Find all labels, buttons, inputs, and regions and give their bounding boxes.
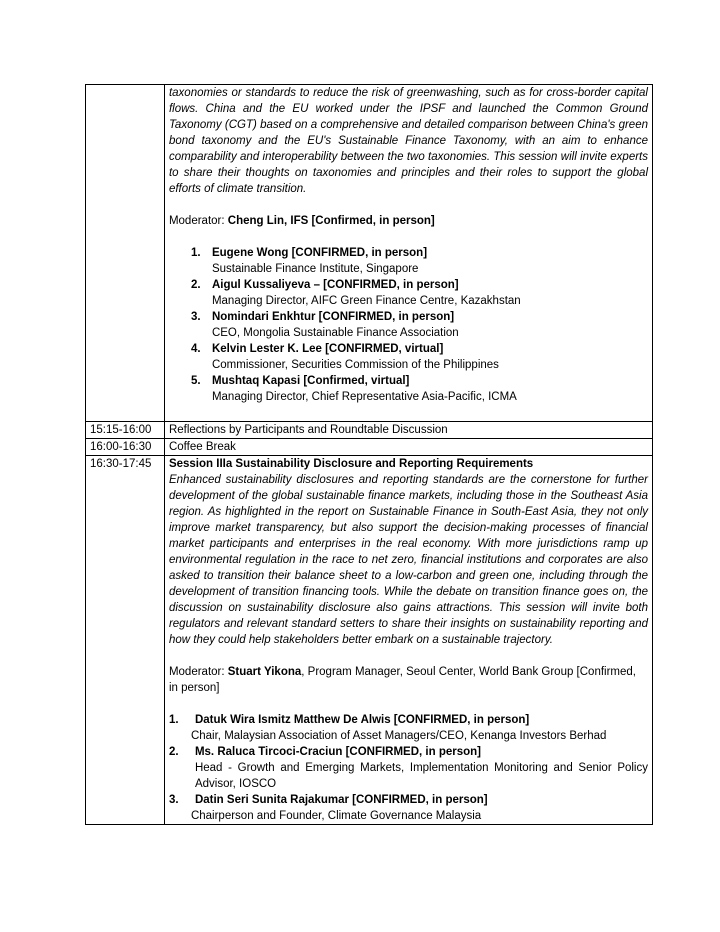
speaker-name: Mushtaq Kapasi [Confirmed, virtual] — [211, 375, 410, 387]
session-ii-moderator — [169, 213, 648, 229]
speaker-role: Commissioner, Securities Commission of the Philippines — [211, 359, 499, 371]
speaker-number: 1. — [168, 714, 179, 726]
speaker-role: Managing Director, AIFC Green Finance Centre, Kazakhstan — [211, 295, 521, 307]
time-cell: 16:30-17:45 — [86, 456, 165, 825]
speaker-role: Chairperson and Founder, Climate Governance Malaysia — [190, 810, 482, 822]
speaker-role: Managing Director, Chief Representative Asia-Pacific, ICMA — [211, 391, 517, 403]
speaker-number: 2. — [190, 279, 201, 291]
moderator-label: Moderator: — [168, 215, 228, 227]
speaker-item — [191, 309, 648, 341]
speaker-role: Head - Growth and Emerging Markets, Implementation Monitoring and Senior Policy Advisor, IOSCO — [194, 762, 648, 790]
speaker-number: 4. — [190, 343, 201, 355]
time-cell: 16:00-16:30 — [86, 439, 165, 456]
session-ii-content — [164, 85, 652, 422]
speaker-number: 1. — [190, 247, 201, 259]
speaker-number: 2. — [168, 746, 179, 758]
speaker-number: 3. — [168, 794, 179, 806]
coffee-break-text: Coffee Break — [164, 439, 652, 456]
speaker-name: Ms. Raluca Tircoci-Craciun [CONFIRMED, in person] — [194, 746, 482, 758]
moderator-details: , Program Manager, Seoul Center, World Bank Group [Confirmed, in person] — [168, 666, 636, 694]
speaker-item — [191, 277, 648, 309]
speaker-item — [191, 341, 648, 373]
speaker-role: CEO, Mongolia Sustainable Finance Association — [211, 327, 459, 339]
session-iiia-title: Session IIIa Sustainability Disclosure and Reporting Requirements — [168, 458, 534, 470]
speaker-number: 5. — [190, 375, 201, 387]
speaker-name: Eugene Wong [CONFIRMED, in person] — [211, 247, 428, 259]
agenda-row-session-iiia — [86, 456, 653, 825]
agenda-row-session-ii — [86, 85, 653, 422]
session-iiia-description: Enhanced sustainability disclosures and reporting standards are the cornerstone for further development of the global sustainable finance markets, including those in the Southeast Asia region. As highlighted in the report on Sustainable Finance in South-East Asia, they not only improve market transparency, but also support the decision-making processes of financial market participants and enterprises in the real economy. With more jurisdictions ramp up environmental regulation in the race to net zero, financial institutions and corporates are also asked to transition their balance sheet to a low-carbon and green one, including through the development of transition financing tools. While the debate on transition finance goes on, the discussion on sustainability disclosure also gains attractions. This session will invite both regulators and relevant standard setters to share their insights on sustainability reporting and how they could help stakeholders better embark on a sustainable trajectory. — [168, 474, 648, 646]
speaker-number: 3. — [190, 311, 201, 323]
reflections-text: Reflections by Participants and Roundtable Discussion — [164, 422, 652, 439]
session-iiia-content — [164, 456, 652, 825]
session-ii-description: taxonomies or standards to reduce the risk of greenwashing, such as for cross-border capital flows. China and the EU worked under the IPSF and launched the Common Ground Taxonomy (CGT) based on a comprehensive and detailed comparison between China's green bond taxonomy and the EU's Sustainable Finance Taxonomy, with an aim to enhance comparability and interoperability between the two taxonomies. This session will invite experts to share their thoughts on taxonomies and principles and their roles to support the global efforts of climate transition. — [168, 87, 648, 195]
moderator-name: Stuart Yikona — [227, 666, 302, 678]
moderator-label: Moderator: — [168, 666, 228, 678]
speaker-name: Datuk Wira Ismitz Matthew De Alwis [CONFIRMED, in person] — [194, 714, 530, 726]
speaker-item — [191, 373, 648, 405]
time-cell-empty — [86, 85, 165, 422]
agenda-row-coffee-break — [86, 439, 653, 456]
agenda-row-reflections — [86, 422, 653, 439]
speaker-name: Nomindari Enkhtur [CONFIRMED, in person] — [211, 311, 455, 323]
time-cell: 15:15-16:00 — [86, 422, 165, 439]
speaker-role: Chair, Malaysian Association of Asset Managers/CEO, Kenanga Investors Berhad — [190, 730, 607, 742]
speaker-name: Datin Seri Sunita Rajakumar [CONFIRMED, in person] — [194, 794, 488, 806]
speaker-name: Kelvin Lester K. Lee [CONFIRMED, virtual] — [211, 343, 444, 355]
moderator-name: Cheng Lin, IFS [Confirmed, in person] — [227, 215, 435, 227]
speaker-item — [169, 744, 648, 792]
session-iiia-speaker-list — [169, 712, 648, 824]
speaker-item — [169, 712, 648, 744]
session-ii-speaker-list — [169, 245, 648, 405]
speaker-role: Sustainable Finance Institute, Singapore — [211, 263, 419, 275]
speaker-item — [169, 792, 648, 824]
session-iiia-moderator — [169, 664, 648, 696]
speaker-item — [191, 245, 648, 277]
agenda-table — [85, 84, 653, 825]
speaker-name: Aigul Kussaliyeva – [CONFIRMED, in person] — [211, 279, 459, 291]
